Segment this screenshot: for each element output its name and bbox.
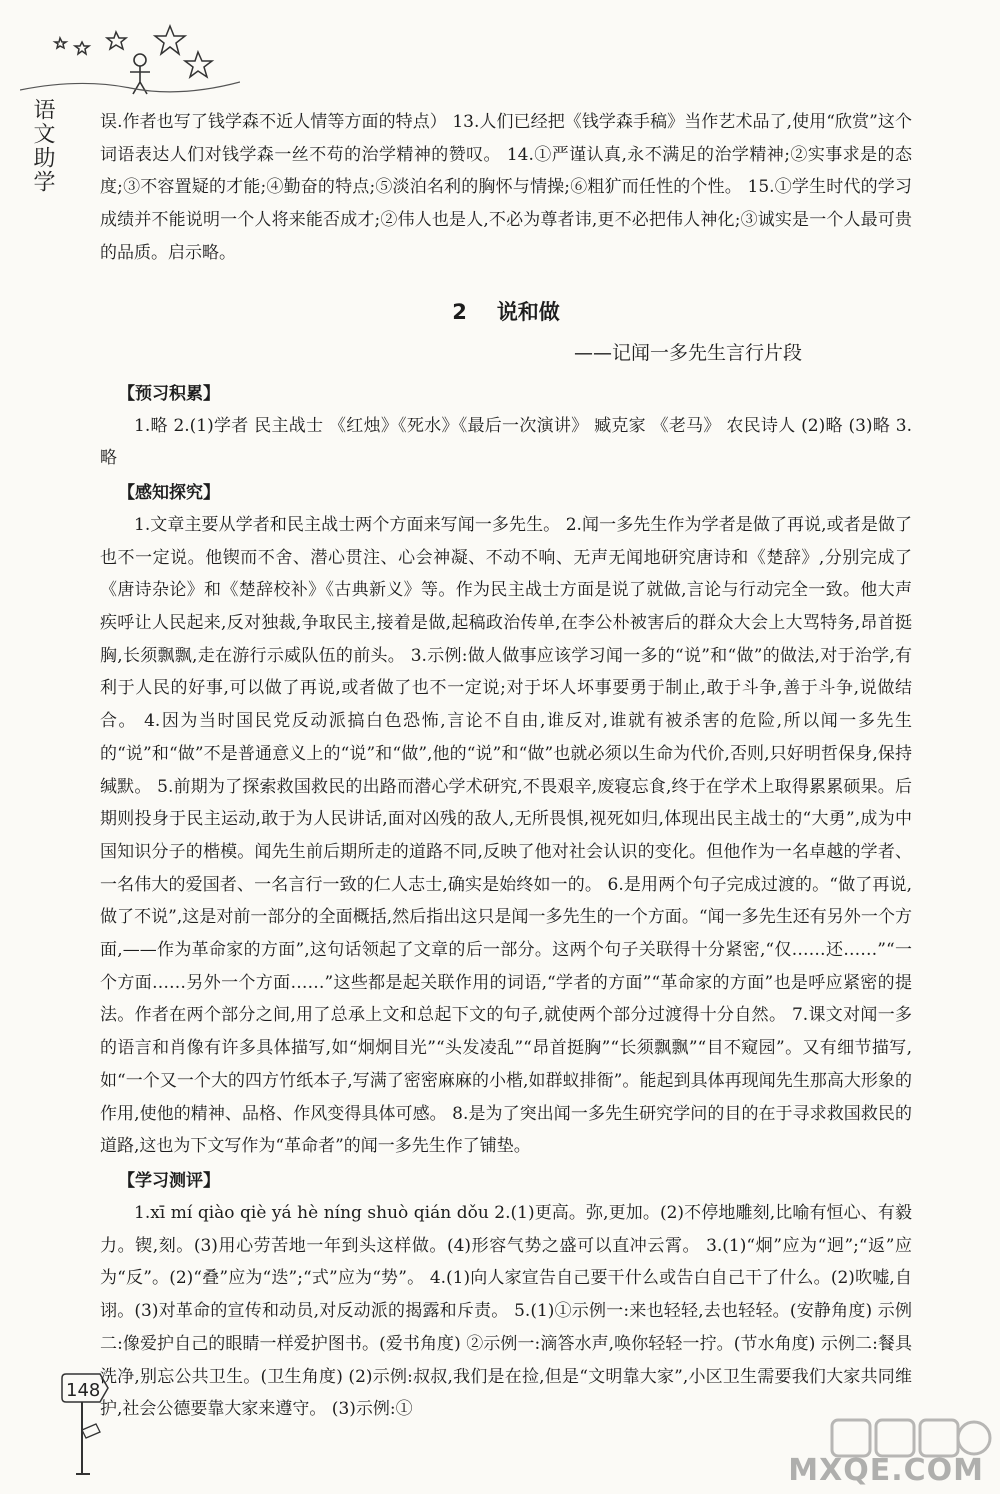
section-subtitle: ——记闻一多先生言行片段 [573, 341, 802, 364]
watermark-text: MXQE.COM [788, 1453, 984, 1488]
page-number-marker [60, 1370, 110, 1490]
block-heading: 【预习积累】 [118, 383, 220, 404]
block-heading: 【感知探究】 [118, 482, 220, 503]
block-paragraph: 1.略 2.(1)学者 民主战士 《红烛》《死水》《最后一次演讲》 臧克家 《老马》 农民诗人 (2)略 (3)略 3.略 [100, 415, 912, 469]
stars-decoration-icon [20, 8, 240, 108]
section-number: 2 [452, 299, 467, 324]
content [100, 106, 912, 1426]
page-number: 148 [66, 1380, 101, 1401]
block-preview [100, 378, 912, 475]
section-title-text: 说和做 [496, 299, 560, 324]
watermark [762, 1418, 992, 1490]
top-paragraph: 误.作者也写了钱学森不近人情等方面的特点） 13.人们已经把《钱学森手稿》当作艺术品了,使用“欣赏”这个词语表达人们对钱学森一丝不苟的治学精神的赞叹。 14.①严谨认真,永不满足的治学精神;②实事求是的态度;③不容置疑的才能;④勤奋的特点;⑤淡泊名利的胸怀与情操;⑥粗犷而任性的个性。 15.①学生时代的学习成绩并不能说明一个人将来能否成才;②伟人也是人,不必为尊者讳,更不必把伟人神化;③诚实是一个人最可贵的品质。启示略。 [100, 112, 912, 263]
block-explore [100, 477, 912, 1163]
block-paragraph: 1.文章主要从学者和民主战士两个方面来写闻一多先生。 2.闻一多先生作为学者是做了再说,或者是做了也不一定说。他锲而不舍、潜心贯注、心会神凝、不动不响、无声无闻地研究唐诗和《楚辞》,分别完成了《唐诗杂论》和《楚辞校补》《古典新义》等。作为民主战士方面是说了就做,言论与行动完全一致。他大声疾呼让人民起来,反对独裁,争取民主,接着是做,起稿政治传单,在李公朴被害后的群众大会上大骂特务,昂首挺胸,长须飘飘,走在游行示威队伍的前头。 3.示例:做人做事应该学习闻一多的“说”和“做”的做法,对于治学,有利于人民的好事,可以做了再说,或者做了也不一定说;对于坏人坏事要勇于制止,敢于斗争,善于斗争,说做结合。 4.因为当时国民党反动派搞白色恐怖,言论不自由,谁反对,谁就有被杀害的危险,所以闻一多先生的“说”和“做”不是普通意义上的“说”和“做”,他的“说”和“做”也就必须以生命为代价,否则,只好明哲保身,保持缄默。 5.前期为了探索救国救民的出路而潜心学术研究,不畏艰辛,废寝忘食,终于在学术上取得累累硕果。后期则投身于民主运动,敢于为人民讲话,面对凶残的敌人,无所畏惧,视死如归,体现出民主战士的“大勇”,成为中国知识分子的楷模。闻先生前后期所走的道路不同,反映了他对社会认识的变化。但他作为一名卓越的学者、一名伟大的爱国者、一名言行一致的仁人志士,确实是始终如一的。 6.是用两个句子完成过渡的。“做了再说,做了不说”,这是对前一部分的全面概括,然后指出这只是闻一多先生的一个方面。“闻一多先生还有另外一个方面,——作为革命家的方面”,这句话领起了文章的后一部分。这两个句子关联得十分紧密,“仅……还……”“一个方面……另外一个方面……”这些都是起关联作用的词语,“学者的方面”“革命家的方面”也是呼应紧密的提法。作者在两个部分之间,用了总承上文和总起下文的句子,就使两个部分过渡得十分自然。 7.课文对闻一多的语言和肖像有许多具体描写,如“炯炯目光”“头发凌乱”“昂首挺胸”“长须飘飘”“目不窥园”。又有细节描写,如“一个又一个大的四方竹纸本子,写满了密密麻麻的小楷,如群蚁排衙”。能起到具体再现闻先生那高大形象的作用,使他的精神、品格、作风变得具体可感。 8.是为了突出闻一多先生研究学问的目的在于寻求救国救民的道路,这也为下文写作为“革命者”的闻一多先生作了铺垫。 [100, 514, 912, 1157]
block-assessment [100, 1165, 912, 1426]
block-heading: 【学习测评】 [118, 1170, 220, 1191]
block-paragraph: 1.xī mí qiào qiè yá hè níng shuò qián dǒu 2.(1)更高。弥,更加。(2)不停地雕刻,比喻有恒心、有毅力。锲,刻。(3)用心劳苦地一年到头这样做。(4)形容气势之盛可以直冲云霄。 3.(1)“炯”应为“迥”;“返”应为“反”。(2)“叠”应为“迭”;“式”应为“势”。 4.(1)向人家宣告自己要干什么或告白自己干了什么。(2)吹嘘,自诩。(3)对革命的宣传和动员,对反动派的揭露和斥责。 5.(1)①示例一:来也轻轻,去也轻轻。(安静角度) 示例二:像爱护自己的眼睛一样爱护图书。(爱书角度) ②示例一:滴答水声,唤你轻轻一拧。(节水角度) 示例二:餐具洗净,别忘公共卫生。(卫生角度) (2)示例:叔叔,我们是在捡,但是“文明靠大家”,小区卫生需要我们大家共同维护,社会公德要靠大家来遵守。 (3)示例:① [100, 1202, 912, 1420]
section-title [100, 294, 912, 330]
side-mark: 语文助学 [30, 98, 55, 194]
